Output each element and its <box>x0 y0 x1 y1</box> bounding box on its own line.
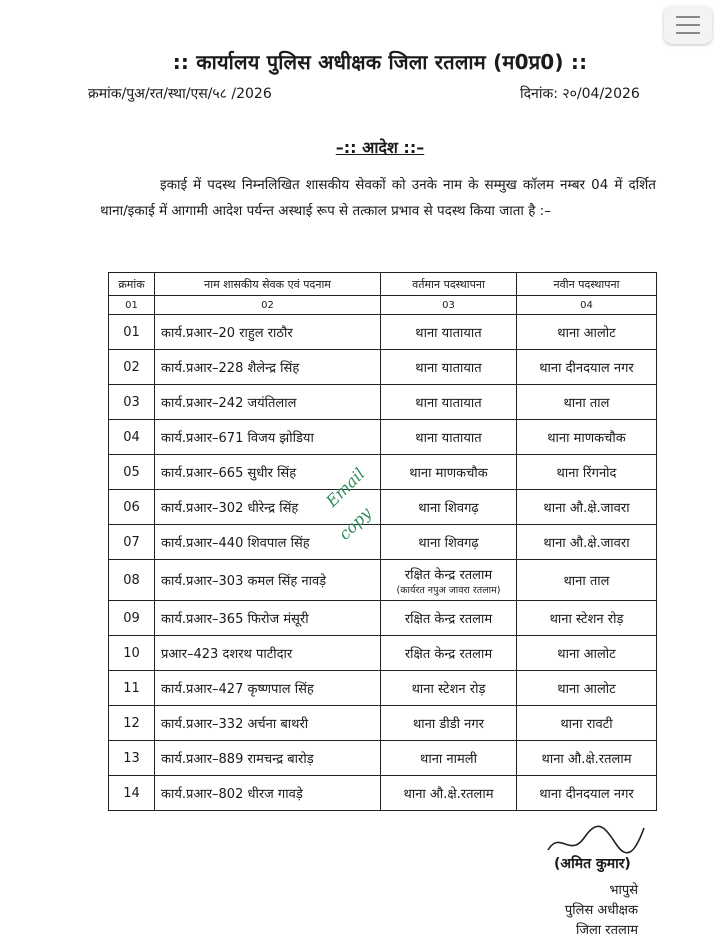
table-row <box>109 741 657 776</box>
current-posting: थाना यातायात <box>415 361 482 376</box>
table-row <box>109 776 657 811</box>
current-posting: थाना शिवगढ़ <box>418 501 479 516</box>
cell-new: थाना आलोट <box>517 315 657 350</box>
current-posting: रक्षित केन्द्र रतलाम <box>404 647 493 662</box>
cell-current <box>381 350 517 385</box>
cell-name: कार्य.प्रआर–365 फिरोज मंसूरी <box>155 601 381 636</box>
current-posting: थाना डीडी नगर <box>412 717 485 732</box>
current-posting: थाना शिवगढ़ <box>418 536 479 551</box>
cell-new: थाना ताल <box>517 385 657 420</box>
menu-bar <box>676 16 700 18</box>
col-number: 01 <box>109 296 155 315</box>
cell-name: कार्य.प्रआर–20 राहुल राठौर <box>155 315 381 350</box>
cell-serial: 12 <box>109 706 155 741</box>
hamburger-menu-icon[interactable] <box>664 6 712 44</box>
order-date: दिनांक: २०/04/2026 <box>520 86 640 102</box>
current-posting: रक्षित केन्द्र रतलाम <box>404 612 493 627</box>
col-number: 02 <box>155 296 381 315</box>
cell-new: थाना आलोट <box>517 671 657 706</box>
cell-name: कार्य.प्रआर–332 अर्चना बाथरी <box>155 706 381 741</box>
table-row <box>109 601 657 636</box>
cell-name: कार्य.प्रआर–802 धीरज गावड़े <box>155 776 381 811</box>
cell-name: कार्य.प्रआर–665 सुधीर सिंह <box>155 455 381 490</box>
table-row <box>109 385 657 420</box>
table-row <box>109 636 657 671</box>
handwritten-note: copy <box>334 503 376 544</box>
cell-name: कार्य.प्रआर–889 रामचन्द्र बारोड़ <box>155 741 381 776</box>
cell-new: थाना रावटी <box>517 706 657 741</box>
signatory-designation: पुलिस अधीक्षक <box>564 903 638 918</box>
col-number: 03 <box>381 296 517 315</box>
current-posting: थाना यातायात <box>415 431 482 446</box>
cell-name: प्रआर–423 दशरथ पाटीदार <box>155 636 381 671</box>
handwritten-note: Email <box>322 464 369 511</box>
cell-current <box>381 385 517 420</box>
cell-name: कार्य.प्रआर–302 धीरेन्द्र सिंह <box>155 490 381 525</box>
signatory-district: जिला रतलाम <box>575 923 638 938</box>
cell-current <box>381 706 517 741</box>
table-row <box>109 315 657 350</box>
current-posting: थाना यातायात <box>415 396 482 411</box>
menu-bar <box>676 32 700 34</box>
cell-new: थाना दीनदयाल नगर <box>517 350 657 385</box>
cell-name: कार्य.प्रआर–440 शिवपाल सिंह <box>155 525 381 560</box>
menu-bar <box>676 24 700 26</box>
current-posting: थाना औ.क्षे.रतलाम <box>403 787 494 802</box>
order-heading: –:: आदेश ::– <box>335 138 425 157</box>
cell-new: थाना दीनदयाल नगर <box>517 776 657 811</box>
cell-new: थाना औ.क्षे.जावरा <box>517 525 657 560</box>
header-new: नवीन पदस्थापना <box>517 273 657 296</box>
cell-current <box>381 741 517 776</box>
cell-new: थाना स्टेशन रोड़ <box>517 601 657 636</box>
cell-serial: 05 <box>109 455 155 490</box>
cell-serial: 11 <box>109 671 155 706</box>
current-posting: थाना माणकचौक <box>409 466 488 481</box>
cell-name: कार्य.प्रआर–242 जयंतिलाल <box>155 385 381 420</box>
cell-serial: 06 <box>109 490 155 525</box>
cell-serial: 13 <box>109 741 155 776</box>
cell-new: थाना रिंगनोद <box>517 455 657 490</box>
cell-serial: 02 <box>109 350 155 385</box>
table-row <box>109 420 657 455</box>
cell-current <box>381 671 517 706</box>
cell-new: थाना आलोट <box>517 636 657 671</box>
cell-name: कार्य.प्रआर–671 विजय झोडिया <box>155 420 381 455</box>
cell-serial: 03 <box>109 385 155 420</box>
cell-current <box>381 420 517 455</box>
cell-name: कार्य.प्रआर–228 शैलेन्द्र सिंह <box>155 350 381 385</box>
column-number-row <box>109 296 657 315</box>
cell-new: थाना माणकचौक <box>517 420 657 455</box>
cell-name: कार्य.प्रआर–427 कृष्णपाल सिंह <box>155 671 381 706</box>
cell-serial: 10 <box>109 636 155 671</box>
current-posting-note: (कार्यरत नपुअ जावरा रतलाम) <box>396 584 501 596</box>
header-current: वर्तमान पदस्थापना <box>381 273 517 296</box>
cell-serial: 01 <box>109 315 155 350</box>
col-number: 04 <box>517 296 657 315</box>
table-header-row <box>109 273 657 296</box>
order-body: इकाई में पदस्थ निम्नलिखित शासकीय सेवकों को उनके नाम के सम्मुख कॉलम नम्बर 04 में दर्शित थाना/इकाई में आगामी आदेश पर्यन्त अस्थाई रूप से तत्काल प्रभाव से पदस्थ किया जाता है :– <box>100 177 656 219</box>
cell-name: कार्य.प्रआर–303 कमल सिंह नावड़े <box>155 560 381 601</box>
cell-serial: 04 <box>109 420 155 455</box>
cell-serial: 07 <box>109 525 155 560</box>
current-posting: थाना नामली <box>420 752 477 767</box>
current-posting: थाना स्टेशन रोड़ <box>411 682 486 697</box>
cell-serial: 08 <box>109 560 155 601</box>
email-copy-annotation <box>312 464 422 578</box>
office-title: :: कार्यालय पुलिस अधीक्षक जिला रतलाम (म0प्र0) :: <box>172 50 588 74</box>
cell-new: थाना औ.क्षे.जावरा <box>517 490 657 525</box>
cell-new: थाना औ.क्षे.रतलाम <box>517 741 657 776</box>
cell-current <box>381 315 517 350</box>
table-row <box>109 706 657 741</box>
cell-serial: 09 <box>109 601 155 636</box>
current-posting: रक्षित केन्द्र रतलाम <box>404 567 493 583</box>
table-row <box>109 350 657 385</box>
cell-current <box>381 776 517 811</box>
current-posting: थाना यातायात <box>415 326 482 341</box>
header-name: नाम शासकीय सेवक एवं पदनाम <box>155 273 381 296</box>
table-row <box>109 671 657 706</box>
cell-new: थाना ताल <box>517 560 657 601</box>
cell-serial: 14 <box>109 776 155 811</box>
cell-current <box>381 601 517 636</box>
reference-number: क्रमांक/पुअ/रत/स्था/एस/५८ /2026 <box>88 86 272 102</box>
signatory-service: भापुसे <box>609 883 638 898</box>
signatory-name: (अमित कुमार) <box>554 856 631 872</box>
header-serial: क्रमांक <box>109 273 155 296</box>
cell-current <box>381 636 517 671</box>
